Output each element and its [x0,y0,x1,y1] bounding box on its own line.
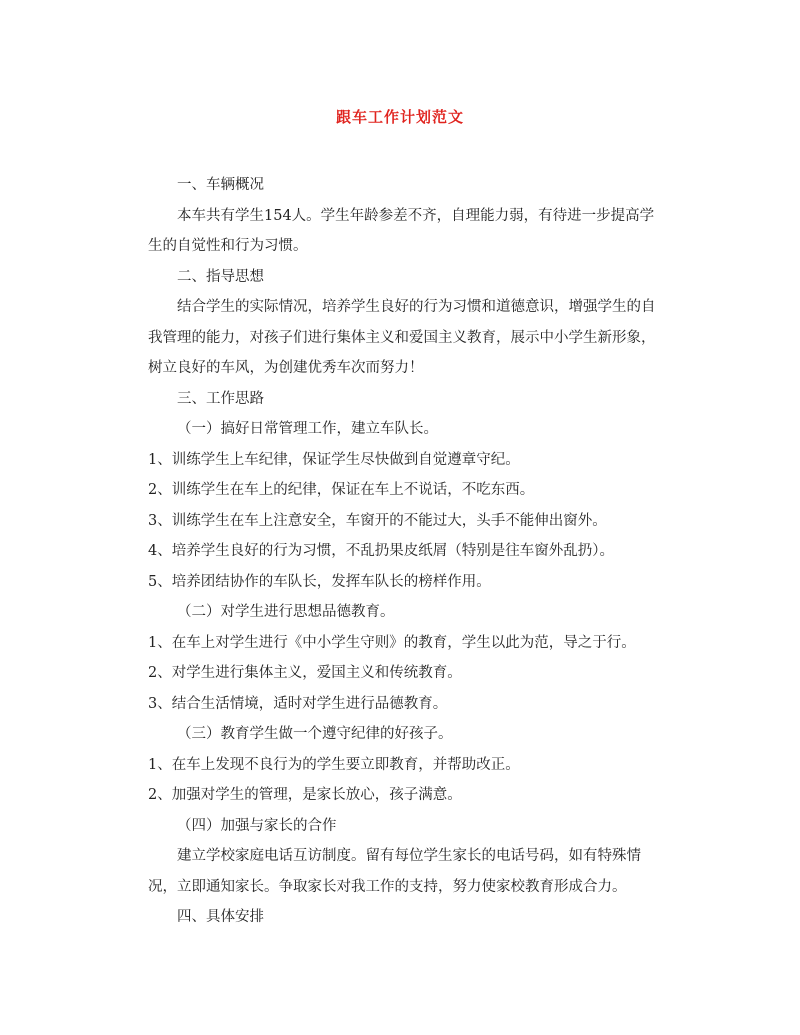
subsection-heading: （三）教育学生做一个遵守纪律的好孩子。 [177,726,453,742]
body-paragraph: 本车共有学生154人。学生年龄参差不齐，自理能力弱，有待进一步提高学生的自觉性和行为习惯。 [148,207,655,254]
list-item: 1、在车上对学生进行《中小学生守则》的教育，学生以此为范，导之于行。 [148,634,636,651]
section-heading: 一、车辆概况 [177,177,264,193]
body-paragraph: 结合学生的实际情况，培养学生良好的行为习惯和道德意识，增强学生的自我管理的能力，对孩子们进行集体主义和爱国主义教育，展示中小学生新形象，树立良好的车风，为创建优秀车次而努力！ [148,299,656,376]
list-item: 5、培养团结协作的车队长，发挥车队长的榜样作用。 [148,573,491,590]
subsection-heading: （二）对学生进行思想品德教育。 [177,604,395,620]
body-paragraph: 建立学校家庭电话互访制度。留有每位学生家长的电话号码，如有特殊情况，立即通知家长。争取家长对我工作的支持，努力使家校教育形成合力。 [148,848,641,895]
list-item: 2、训练学生在车上的纪律，保证在车上不说话，不吃东西。 [148,482,535,498]
document-title: 跟车工作计划范文 [335,108,464,126]
list-item: 3、训练学生在车上注意安全，车窗开的不能过大，头手不能伸出窗外。 [148,512,607,529]
section-heading: 四、具体安排 [177,909,264,925]
list-item: 1、训练学生上车纪律，保证学生尽快做到自觉遵章守纪。 [148,451,520,468]
document-body [148,170,668,933]
list-item: 1、在车上发现不良行为的学生要立即教育，并帮助改正。 [148,756,520,773]
subsection-heading: （四）加强与家长的合作 [177,817,337,834]
list-item: 4、培养学生良好的行为习惯，不乱扔果皮纸屑（特别是往车窗外乱扔）。 [148,543,614,559]
section-heading: 二、指导思想 [177,268,264,285]
subsection-heading: （一）搞好日常管理工作，建立车队长。 [177,421,438,437]
list-item: 2、加强对学生的管理，是家长放心，孩子满意。 [148,787,462,803]
list-item: 3、结合生活情境，适时对学生进行品德教育。 [148,695,448,712]
list-item: 2、对学生进行集体主义，爱国主义和传统教育。 [148,665,462,681]
section-heading: 三、工作思路 [177,390,264,407]
